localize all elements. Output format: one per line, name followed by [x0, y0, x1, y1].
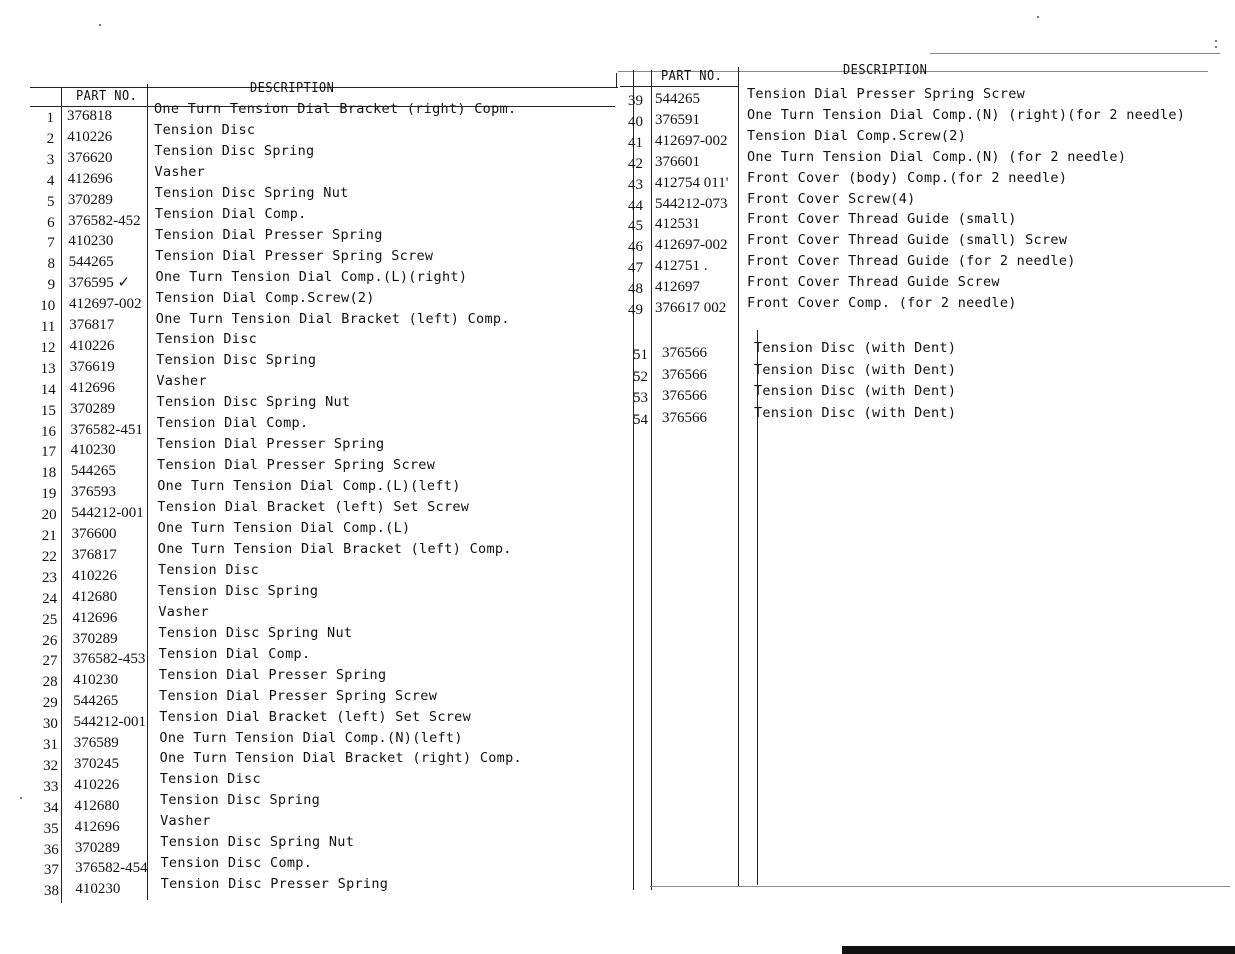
left-col-divider-part	[147, 84, 148, 900]
row-number: 10	[40, 298, 56, 315]
part-description: One Turn Tension Dial Comp.(N)(left)	[159, 729, 463, 746]
part-number: 376582-454	[75, 860, 148, 877]
row-number: 43	[628, 176, 643, 193]
part-number: 376817	[69, 317, 115, 333]
part-description: Tension Dial Presser Spring Screw	[747, 86, 1026, 102]
row-number: 1	[46, 110, 54, 126]
row-number: 13	[40, 360, 56, 377]
part-description: Front Cover Thread Guide Screw	[747, 274, 1000, 291]
part-number: 376817	[71, 546, 117, 563]
row-number: 48	[628, 281, 643, 298]
part-number: 376566	[662, 409, 707, 426]
part-number: 412696	[74, 818, 120, 835]
part-number: 412751 .	[655, 258, 708, 275]
row-number: 38	[43, 883, 59, 900]
row-number: 3	[46, 151, 55, 168]
left-table-right-border	[616, 73, 617, 87]
part-description: Tension Disc Spring Nut	[156, 394, 351, 411]
part-description: Tension Disc	[159, 771, 261, 788]
row-number: 31	[43, 737, 59, 753]
part-description: One Turn Tension Dial Comp.(L)(right)	[155, 268, 468, 285]
part-number: 376582-452	[68, 212, 141, 229]
row-number: 19	[41, 486, 57, 503]
part-number: 376818	[67, 108, 112, 124]
part-description: Tension Dial Presser Spring Screw	[159, 687, 438, 704]
part-number: 544265	[68, 254, 114, 271]
part-description: Tension Disc	[157, 561, 260, 578]
right-col-divider-no	[651, 70, 652, 890]
part-number: 412680	[74, 797, 120, 814]
part-description: Front Cover Comp. (for 2 needle)	[747, 295, 1017, 311]
part-number: 412697-002	[655, 237, 728, 254]
right-header-description: DESCRIPTION	[843, 63, 928, 78]
row-number: 20	[41, 507, 57, 524]
part-number: 370289	[72, 630, 118, 647]
part-description: Tension Dial Presser Spring	[158, 666, 387, 683]
row-number: 34	[43, 799, 59, 816]
part-description: One Turn Tension Dial Comp.(L)	[157, 520, 411, 536]
part-description: Tension Dial Comp.	[154, 205, 307, 222]
part-description: Tension Disc (with Dent)	[754, 340, 957, 356]
part-description: One Turn Tension Dial Comp.(N) (right)(for 2 needle)	[747, 106, 1186, 123]
row-number: 39	[628, 93, 643, 109]
row-number: 41	[628, 134, 643, 151]
part-number: 410230	[75, 881, 121, 898]
part-number: 412696	[72, 609, 118, 626]
part-number: 544212-001	[71, 505, 144, 522]
part-number: 410226	[74, 776, 120, 793]
part-description: Tension Disc Presser Spring	[160, 876, 389, 893]
part-number: 410230	[68, 233, 114, 250]
part-number: 410226	[71, 567, 117, 584]
row-number: 45	[628, 218, 643, 235]
part-number: 410226	[69, 337, 115, 354]
part-number: 544212-073	[655, 195, 728, 212]
part-number: 376600	[71, 526, 117, 542]
part-description: Tension Dial Comp.Screw(2)	[747, 127, 967, 144]
row-number: 18	[41, 465, 57, 482]
part-description: Tension Dial Presser Spring Screw	[155, 247, 434, 264]
left-header-part-no: PART NO.	[76, 89, 138, 104]
row-number: 23	[41, 569, 57, 586]
part-number: 376582-453	[72, 651, 146, 668]
part-description: Vasher	[158, 603, 209, 620]
part-number: 370289	[67, 191, 113, 208]
part-number: 376589	[73, 735, 119, 751]
part-number: 410226	[67, 128, 113, 145]
part-number: 370245	[73, 755, 119, 772]
part-description: Tension Disc Spring Nut	[158, 624, 353, 641]
scan-edge-bar	[842, 946, 1235, 954]
top-right-rule	[930, 53, 1220, 54]
part-number: 376595 ✓	[68, 275, 131, 292]
row-number: 49	[628, 302, 643, 318]
part-number: 376593	[71, 484, 117, 501]
row-number: 32	[43, 757, 59, 774]
part-description: One Turn Tension Dial Comp.(N) (for 2 needle)	[747, 148, 1127, 165]
row-number: 54	[633, 411, 648, 428]
part-description: Tension Disc Comp.	[160, 855, 313, 872]
row-number: 2	[46, 130, 55, 147]
part-description: Tension Disc (with Dent)	[754, 404, 957, 421]
part-description: One Turn Tension Dial Comp.(L)(left)	[157, 478, 461, 495]
part-number: 412531	[655, 216, 700, 233]
part-description: One Turn Tension Dial Bracket (right) Comp.	[159, 750, 522, 767]
row-number: 30	[42, 716, 58, 733]
part-description: Vasher	[156, 373, 207, 390]
part-description: Tension Dial Presser Spring	[156, 436, 385, 453]
row-number: 24	[42, 590, 58, 607]
row-number: 5	[47, 193, 55, 210]
row-number: 40	[628, 113, 643, 130]
row-number: 4	[46, 172, 55, 189]
part-description: Tension Disc	[154, 121, 256, 138]
row-number: 36	[43, 841, 59, 858]
part-description: Front Cover Thread Guide (for 2 needle)	[747, 253, 1076, 270]
row-number: 16	[41, 423, 57, 440]
part-description: One Turn Tension Dial Bracket (left) Comp.	[157, 540, 512, 557]
right-col-divider-left	[633, 70, 634, 890]
part-description: Vasher	[154, 163, 206, 180]
part-number: 376566	[662, 366, 707, 383]
part-number: 412697	[655, 279, 700, 296]
part-number: 544265	[73, 693, 119, 710]
part-number: 376566	[662, 388, 707, 404]
speck	[20, 797, 22, 799]
speck	[1215, 46, 1217, 48]
row-number: 28	[42, 674, 58, 691]
speck	[99, 24, 101, 26]
part-number: 376566	[662, 345, 707, 361]
part-number: 376582-451	[70, 421, 143, 438]
part-description: Tension Dial Bracket (left) Set Screw	[157, 499, 470, 516]
part-description: Tension Dial Comp.	[156, 415, 309, 432]
part-number: 376620	[67, 149, 113, 166]
left-col-divider-no	[61, 87, 62, 903]
part-number: 412680	[72, 588, 118, 605]
part-description: Vasher	[160, 813, 211, 830]
row-number: 42	[628, 155, 643, 172]
part-description: Tension Dial Comp.	[158, 645, 311, 662]
part-number: 544212-001	[73, 714, 147, 731]
row-number: 7	[47, 235, 55, 252]
part-number: 410230	[73, 672, 119, 689]
part-number: 376619	[69, 358, 115, 375]
part-description: Tension Disc	[155, 331, 258, 348]
row-number: 11	[40, 319, 56, 335]
part-number: 544265	[70, 463, 116, 480]
part-number: 412697-002	[69, 296, 142, 313]
row-number: 35	[43, 820, 59, 837]
part-number: 544265	[655, 91, 700, 107]
row-number: 46	[628, 239, 643, 256]
part-description: Tension Disc Spring Nut	[154, 184, 349, 201]
part-number: 412696	[67, 170, 113, 187]
part-description: Tension Dial Presser Spring Screw	[157, 457, 436, 474]
row-number: 47	[628, 260, 643, 277]
row-number: 53	[633, 390, 648, 406]
part-description: Front Cover Screw(4)	[747, 190, 916, 207]
part-description: Tension Dial Comp.Screw(2)	[155, 289, 375, 306]
part-number: 376617 002	[655, 300, 727, 316]
part-number: 370289	[70, 400, 116, 417]
left-header-description: DESCRIPTION	[250, 81, 335, 96]
part-description: Tension Disc Spring	[154, 142, 315, 159]
row-number: 27	[42, 653, 58, 670]
row-number: 9	[47, 277, 56, 294]
part-description: One Turn Tension Dial Bracket (left) Comp.	[155, 310, 510, 327]
row-number: 21	[41, 528, 57, 544]
part-number: 412696	[69, 379, 115, 396]
part-number: 376591	[655, 111, 700, 128]
part-number: 412754 011'	[655, 174, 729, 191]
part-description: Tension Disc (with Dent)	[754, 361, 957, 378]
row-number: 8	[47, 256, 55, 273]
part-number: 370289	[74, 839, 120, 856]
row-number: 37	[43, 862, 59, 879]
row-number: 25	[42, 611, 58, 628]
bottom-rule	[650, 886, 1230, 887]
row-number: 29	[42, 695, 58, 712]
row-number: 6	[47, 214, 55, 231]
part-description: Tension Disc (with Dent)	[754, 383, 957, 399]
part-description: Tension Dial Bracket (left) Set Screw	[159, 708, 472, 725]
row-number: 17	[41, 444, 57, 461]
part-description: Tension Disc Spring	[158, 582, 319, 599]
part-description: Tension Disc Spring	[159, 792, 321, 809]
row-number: 51	[633, 347, 648, 363]
speck	[1215, 40, 1217, 42]
part-number: 376601	[655, 153, 700, 170]
part-description: Tension Disc Spring Nut	[160, 834, 355, 851]
row-number: 12	[40, 339, 56, 356]
speck	[1037, 16, 1039, 18]
part-number: 410230	[70, 442, 116, 459]
row-number: 14	[40, 381, 56, 398]
row-number: 26	[42, 632, 58, 649]
row-number: 15	[40, 402, 56, 419]
part-description: Front Cover (body) Comp.(for 2 needle)	[747, 169, 1068, 186]
right-col-divider-part	[738, 67, 739, 887]
row-number: 33	[43, 778, 59, 795]
row-number: 22	[41, 548, 57, 565]
part-description: Front Cover Thread Guide (small) Screw	[747, 232, 1068, 249]
part-description: Front Cover Thread Guide (small)	[747, 211, 1017, 228]
part-description: Tension Disc Spring	[156, 352, 317, 369]
part-number: 412697-002	[655, 132, 728, 149]
part-description: Tension Dial Presser Spring	[155, 226, 383, 243]
right-header-part-no: PART NO.	[661, 69, 723, 84]
row-number: 52	[633, 368, 648, 385]
right-table-header-rule	[620, 86, 738, 87]
row-number: 44	[628, 197, 643, 214]
part-description: One Turn Tension Dial Bracket (right) Copm.	[154, 101, 517, 117]
